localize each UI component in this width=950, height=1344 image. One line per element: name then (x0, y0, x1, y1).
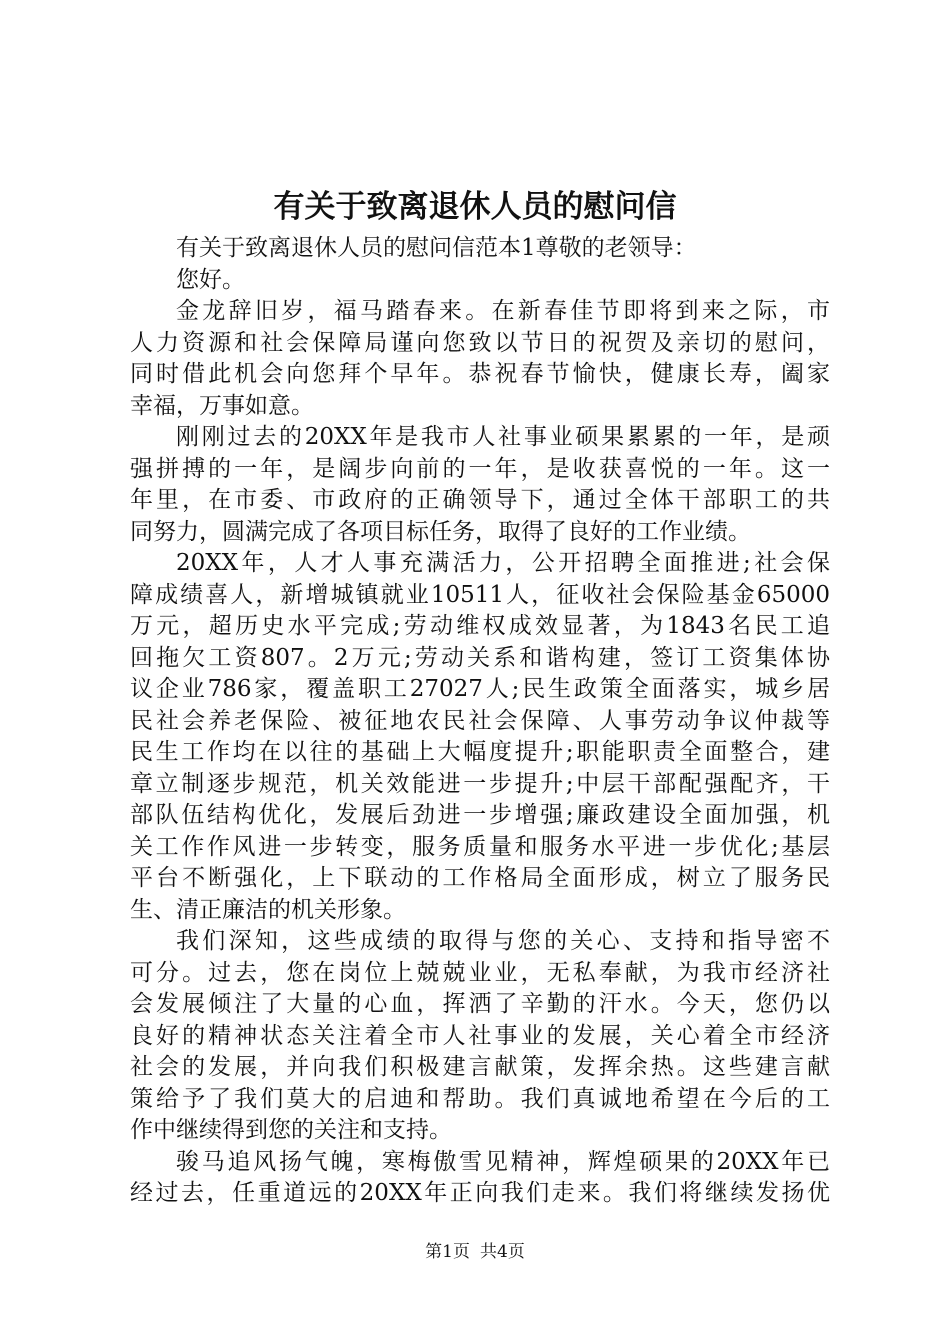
body-text-line: 障成绩喜人，新增城镇就业10511人，征收社会保险基金65000 (130, 581, 830, 608)
body-text-line: 幸福，万事如意。 (130, 392, 314, 419)
body-text-line: 平台不断强化，上下联动的工作格局全面形成，树立了服务民 (130, 865, 830, 891)
body-text-line: 您好。 (176, 266, 245, 293)
body-text-line: 民社会养老保险、被征地农民社会保障、人事劳动争议仲裁等 (130, 707, 830, 734)
body-text-line: 社会的发展，并向我们积极建言献策，发挥余热。这些建言献 (130, 1054, 830, 1080)
body-text-line: 年里，在市委、市政府的正确领导下，通过全体干部职工的共 (130, 487, 830, 513)
body-text-line: 同时借此机会向您拜个早年。恭祝春节愉快，健康长寿，阖家 (130, 361, 830, 387)
body-text-line: 部队伍结构优化，发展后劲进一步增强;廉政建设全面加强，机 (130, 802, 830, 828)
body-text-line: 策给予了我们莫大的启迪和帮助。我们真诚地希望在今后的工 (130, 1085, 830, 1112)
body-text-line: 回拖欠工资807。2万元;劳动关系和谐构建，签订工资集体协 (130, 644, 830, 671)
body-text-line: 章立制逐步规范，机关效能进一步提升;中层干部配强配齐，干 (130, 770, 830, 797)
body-text-line: 同努力，圆满完成了各项目标任务，取得了良好的工作业绩。 (130, 518, 751, 545)
body-text-line: 人力资源和社会保障局谨向您致以节日的祝贺及亲切的慰问， (130, 329, 830, 356)
page-footer (0, 1240, 950, 1264)
body-text-line: 生、清正廉洁的机关形象。 (130, 896, 406, 923)
body-text-line: 金龙辞旧岁，福马踏春来。在新春佳节即将到来之际，市 (176, 298, 830, 324)
body-text-line: 骏马追风扬气魄，寒梅傲雪见精神，辉煌硕果的20XX年已 (176, 1148, 830, 1175)
body-text-line: 良好的精神状态关注着全市人社事业的发展，关心着全市经济 (130, 1022, 830, 1049)
body-text-line: 会发展倾注了大量的心血，挥洒了辛勤的汗水。今天，您仍以 (130, 991, 830, 1017)
body-text-line: 刚刚过去的20XX年是我市人社事业硕果累累的一年，是顽 (176, 424, 830, 450)
body-text-line: 我们深知，这些成绩的取得与您的关心、支持和指导密不 (176, 928, 830, 954)
body-text-line: 作中继续得到您的关注和支持。 (130, 1117, 452, 1143)
body-text-line: 民生工作均在以往的基础上大幅度提升;职能职责全面整合，建 (130, 739, 830, 765)
body-text-line: 有关于致离退休人员的慰问信范本1尊敬的老领导： (176, 235, 697, 261)
document-body (130, 233, 830, 1210)
body-text-line: 20XX年，人才人事充满活力，公开招聘全面推进;社会保 (176, 550, 830, 576)
document-title: 有关于致离退休人员的慰问信 (273, 189, 677, 225)
page-number: 第1页 (425, 1242, 470, 1262)
body-text-line: 议企业786家，覆盖职工27027人;民生政策全面落实，城乡居 (130, 676, 830, 702)
body-text-line: 经过去，任重道远的20XX年正向我们走来。我们将继续发扬优 (130, 1180, 830, 1206)
body-text-line: 可分。过去，您在岗位上兢兢业业，无私奉献，为我市经济社 (130, 959, 830, 986)
body-text-line: 关工作作风进一步转变，服务质量和服务水平进一步优化;基层 (130, 833, 830, 860)
body-text-line: 强拼搏的一年，是阔步向前的一年，是收获喜悦的一年。这一 (130, 455, 830, 482)
page-total: 共4页 (480, 1242, 525, 1262)
body-text-line: 万元，超历史水平完成;劳动维权成效显著，为1843名民工追 (130, 613, 830, 639)
